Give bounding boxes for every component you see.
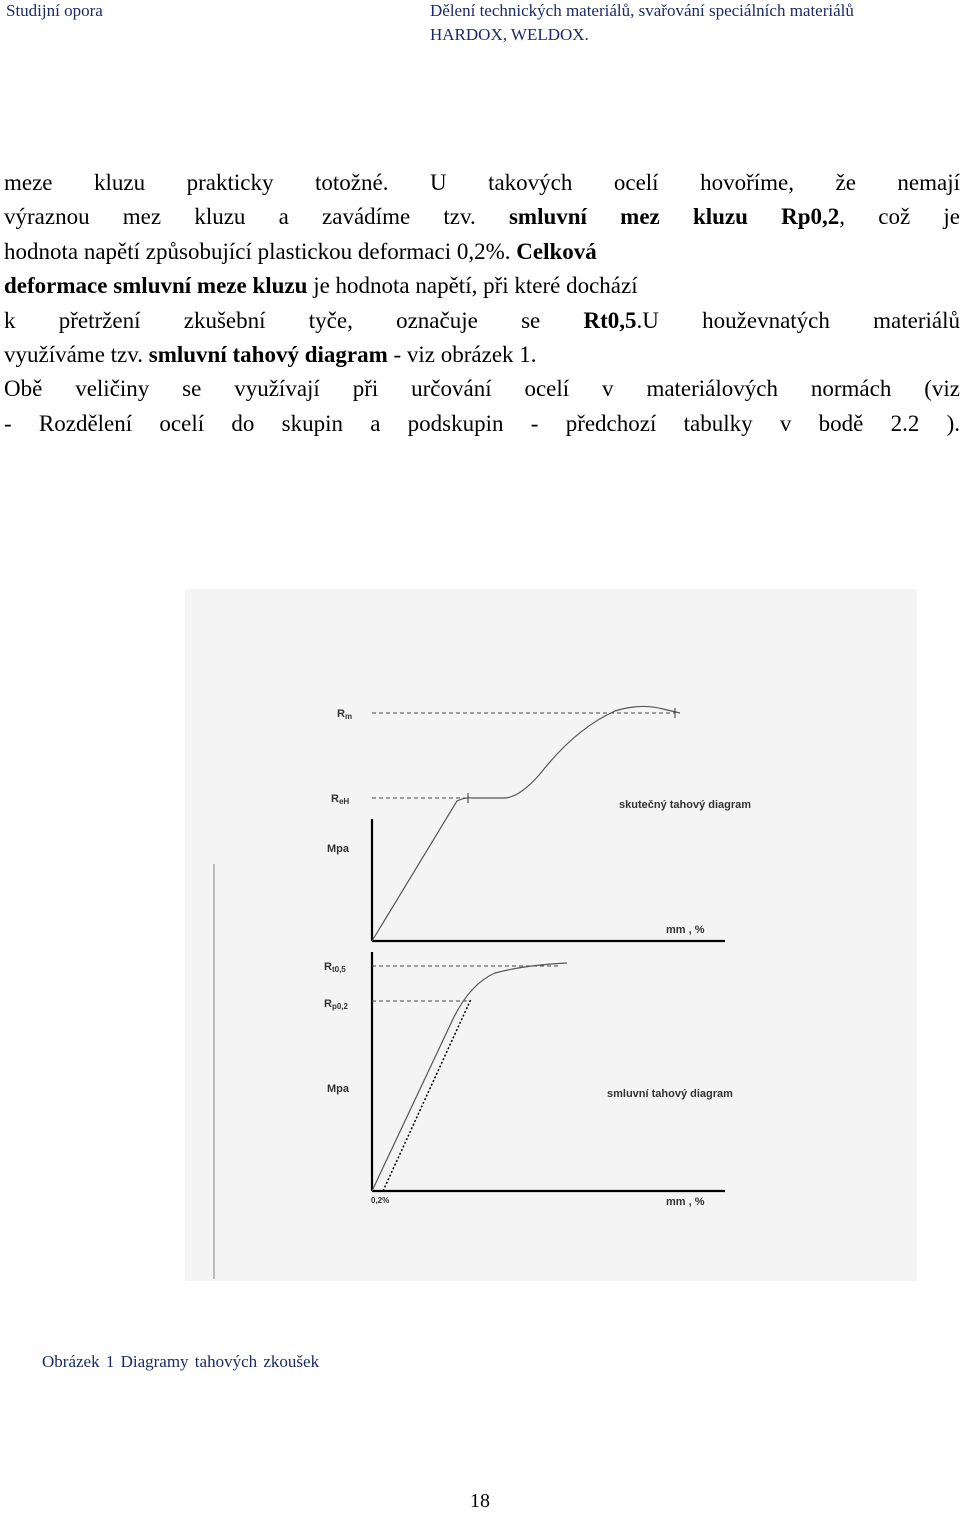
bottom-y-label: Mpa: [327, 1083, 349, 1095]
reh-label: ReH: [331, 793, 350, 806]
text-line-3: [4, 235, 960, 269]
tensile-diagrams-figure: [185, 589, 917, 1281]
figure-caption: Obrázek 1 Diagramy tahových zkoušek: [42, 1352, 320, 1371]
text-span: využíváme tzv.: [4, 341, 144, 367]
diagram-svg: [185, 589, 917, 1281]
text-span: k přetržení zkušební tyče, označuje se: [4, 307, 541, 333]
header-title-line2: HARDOX, WELDOX.: [430, 25, 589, 44]
bottom-x-label: mm , %: [666, 1196, 705, 1208]
text-line-7: Obě veličiny se využívají při určování ocelí v materiálových normách (viz: [4, 376, 960, 402]
offset-line: [383, 999, 471, 1191]
offset-label: 0,2%: [371, 1196, 390, 1205]
term-rt05: Rt0,5: [583, 307, 637, 333]
text-span: výraznou mez kluzu a zavádíme tzv.: [4, 204, 476, 230]
text-line-1: meze kluzu prakticky totožné. U takových ocelí hovoříme, že nemají: [4, 170, 960, 195]
top-diagram: [327, 706, 751, 941]
text-line-5: [4, 304, 960, 338]
conventional-diagram-label: smluvní tahový diagram: [607, 1088, 733, 1100]
text-line-6: [4, 338, 960, 372]
text-span: , což je: [839, 204, 960, 230]
term-celkova: Celková: [516, 238, 597, 264]
body-paragraph: [4, 166, 960, 441]
page-number: 18: [470, 1490, 490, 1512]
text-line-2: [4, 200, 960, 234]
term-rp02: smluvní mez kluzu Rp0,2: [508, 204, 840, 230]
real-tensile-curve: [372, 706, 680, 941]
text-line-8: - Rozdělení ocelí do skupin a podskupin - předchozí tabulky v bodě 2.2 ).: [4, 410, 960, 436]
header-left: Studijní opora: [6, 1, 103, 20]
rt-label: Rt0,5: [324, 961, 346, 974]
real-diagram-label: skutečný tahový diagram: [619, 799, 752, 811]
top-y-label: Mpa: [327, 843, 349, 855]
text-span: hodnota napětí způsobující plastickou deformaci 0,2%.: [4, 238, 511, 264]
top-x-label: mm , %: [666, 924, 705, 936]
text-span: .U houževnatých materiálů: [636, 307, 960, 333]
conventional-curve: [372, 963, 567, 1191]
text-span: je hodnota napětí, při které dochází: [313, 273, 638, 299]
text-line-4: [4, 269, 960, 303]
term-smluvni-diagram: smluvní tahový diagram: [148, 341, 388, 367]
bottom-diagram: [324, 952, 733, 1208]
term-deformace: deformace smluvní meze kluzu: [4, 273, 308, 299]
text-span: - viz obrázek 1.: [393, 341, 537, 367]
rm-label: Rm: [337, 708, 353, 721]
rp-label: Rp0,2: [324, 998, 348, 1011]
header-title-line1: Dělení technických materiálů, svařování speciálních materiálů: [430, 1, 854, 20]
